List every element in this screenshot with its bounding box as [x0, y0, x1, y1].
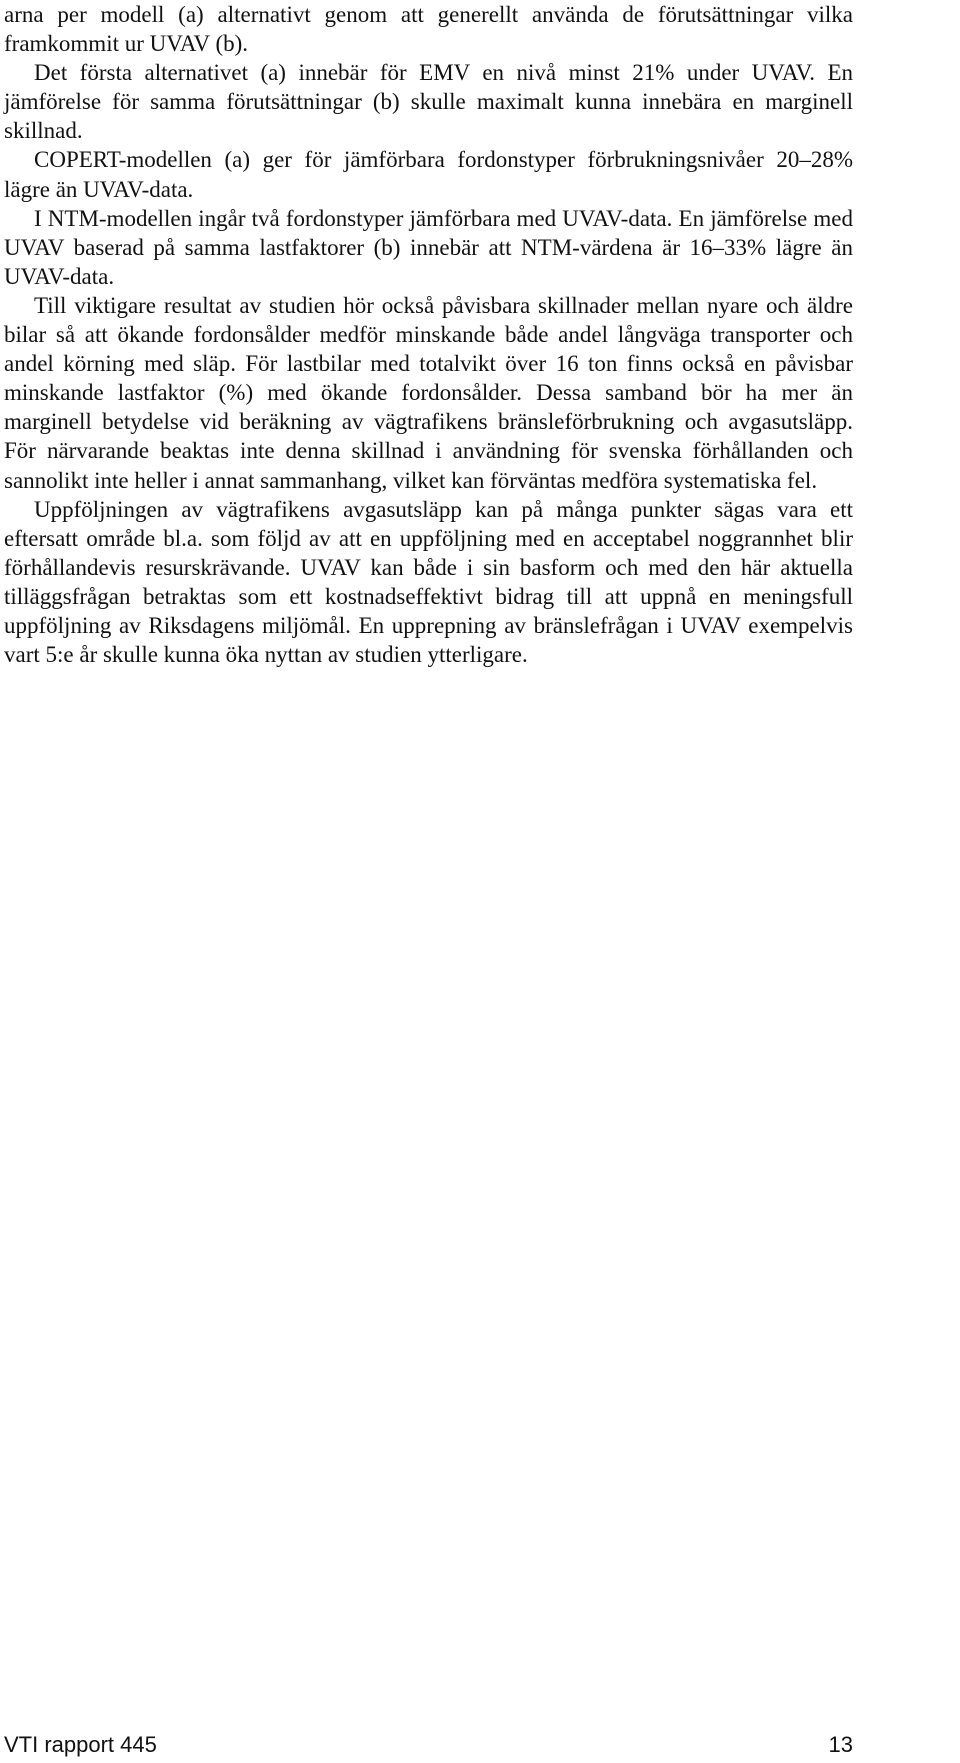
paragraph: Det första alternativet (a) innebär för EMV en nivå minst 21% under UVAV. En jämförelse för samma förutsättningar (b) skulle maximalt kunna innebära en marginell skillnad.	[4, 60, 853, 144]
document-body	[4, 0, 853, 669]
paragraph: COPERT-modellen (a) ger för jämförbara fordonstyper förbrukningsnivåer 20–28% lägre än UVAV-data.	[4, 147, 853, 202]
paragraph: Uppföljningen av vägtrafikens avgasutsläpp kan på många punkter sägas vara ett eftersatt område bl.a. som följd av att en uppföljning med en acceptabel noggrannhet blir förhållandevis resurskrävande. UVAV kan både i sin basform och med den här aktuella tilläggsfrågan betraktas som ett kostnadseffektivt bidrag till att uppnå en meningsfull uppföljning av Riksdagens miljömål. En upprepning av bränslefrågan i UVAV exempelvis vart 5:e år skulle kunna öka nyttan av studien ytterligare.	[4, 496, 853, 668]
page-number: 13	[828, 1732, 853, 1757]
report-title: VTI rapport 445	[4, 1732, 157, 1757]
paragraph: arna per modell (a) alternativt genom att generellt använda de förutsättningar vilka framkommit ur UVAV (b).	[4, 2, 853, 57]
paragraph: I NTM-modellen ingår två fordonstyper jämförbara med UVAV-data. En jämförelse med UVAV baserad på samma lastfaktorer (b) innebär att NTM-värdena är 16–33% lägre än UVAV-data.	[4, 205, 853, 289]
paragraph: Till viktigare resultat av studien hör också påvisbara skillnader mellan nyare och äldre bilar så att ökande fordonsålder medför minskande både andel långväga transporter och andel körning med släp. För lastbilar med totalvikt över 16 ton finns också en påvisbar minskande lastfaktor (%) med ökande fordonsålder. Dessa samband bör ha mer än marginell betydelse vid beräkning av vägtrafikens bränsleförbrukning och avgasutsläpp. För närvarande beaktas inte denna skillnad i användning för svenska förhållanden och sannolikt inte heller i annat sammanhang, vilket kan förväntas medföra systematiska fel.	[4, 292, 853, 493]
